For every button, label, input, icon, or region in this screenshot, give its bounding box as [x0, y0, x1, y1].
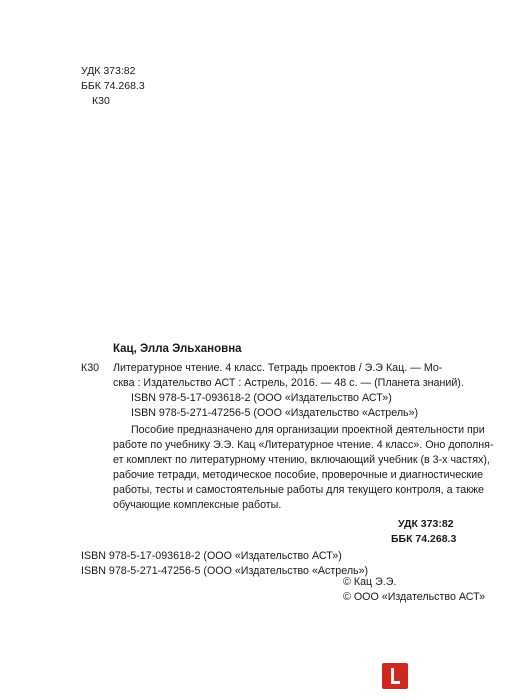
entry-author-mark: К30 — [81, 362, 100, 374]
top-author-mark: К30 — [92, 95, 110, 107]
copyright-publisher: © ООО «Издательство АСТ» — [343, 591, 486, 603]
annotation-line: работе по учебнику Э.Э. Кац «Литературное чтение. 4 класс». Оно дополня- — [113, 439, 494, 451]
description-line: Литературное чтение. 4 класс. Тетрадь проектов / Э.Э Кац. — Мо- — [113, 362, 443, 374]
annotation-line: обучающие комплексные работы. — [113, 499, 282, 511]
entry-author: Кац, Элла Эльхановна — [113, 343, 242, 355]
isbn-line: ISBN 978-5-271-47256-5 (ООО «Издательство «Астрель») — [81, 565, 369, 577]
entry-bbk: ББК 74.268.3 — [391, 533, 457, 545]
isbn-line: ISBN 978-5-17-093618-2 (ООО «Издательство АСТ») — [81, 550, 342, 562]
annotation-line: рабочие тетради, методическое пособие, проверочные и диагностические — [113, 469, 484, 481]
annotation-line: работы, тесты и самостоятельные работы для текущего контроля, а также — [113, 484, 484, 496]
entry-udk: УДК 373:82 — [398, 518, 454, 530]
top-udk: УДК 373:82 — [81, 65, 136, 77]
copyright-author: © Кац Э.Э. — [343, 576, 397, 588]
description-line: сква : Издательство АСТ : Астрель, 2016. — 48 с. — (Планета знаний). — [113, 377, 464, 389]
annotation-line: ет комплект по литературному чтению, включающий учебник (в 3-х частях), — [113, 454, 490, 466]
top-bbk: ББК 74.268.3 — [81, 80, 145, 92]
description-isbn: ISBN 978-5-17-093618-2 (ООО «Издательство АСТ») — [131, 392, 392, 404]
description-isbn: ISBN 978-5-271-47256-5 (ООО «Издательство «Астрель») — [131, 407, 419, 419]
litres-l-logo-icon — [382, 663, 408, 689]
annotation-line: Пособие предназначено для организации проектной деятельности при — [131, 424, 485, 436]
